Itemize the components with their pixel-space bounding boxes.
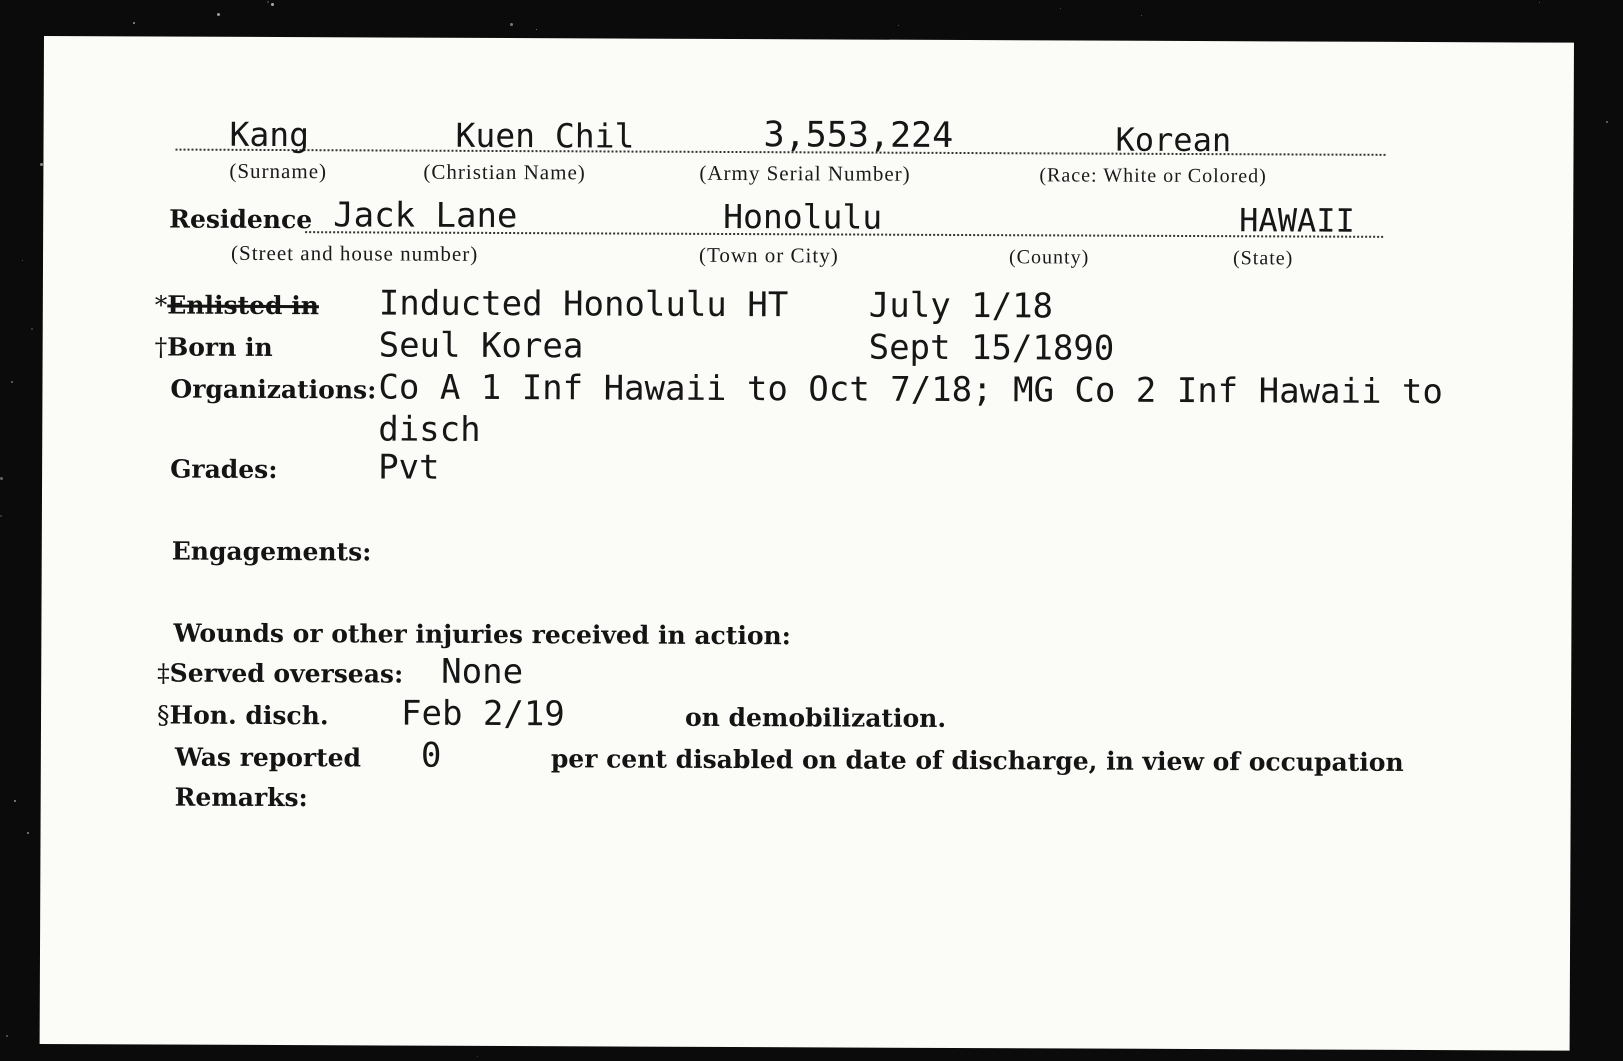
street-caption: (Street and house number) bbox=[231, 240, 479, 266]
town-value: Honolulu bbox=[723, 196, 883, 237]
enlisted-place-value: Inducted Honolulu HT bbox=[378, 283, 789, 326]
wounds-label: Wounds or other injuries received in action: bbox=[173, 618, 792, 651]
noise-speck bbox=[14, 800, 16, 802]
service-record-card bbox=[40, 36, 1574, 1051]
grades-label: Grades: bbox=[170, 454, 278, 485]
noise-speck bbox=[31, 328, 33, 330]
serial-number-value: 3,553,224 bbox=[763, 115, 954, 156]
enlisted-label-text: Enlisted in bbox=[167, 290, 320, 321]
county-caption: (County) bbox=[1008, 246, 1090, 269]
hon-disch-suffix: on demobilization. bbox=[684, 702, 947, 733]
state-caption: (State) bbox=[1232, 247, 1294, 270]
christian-name-value: Kuen Chil bbox=[455, 115, 635, 156]
enlisted-footnote-mark: * bbox=[154, 290, 168, 320]
christian-name-caption: (Christian Name) bbox=[423, 159, 586, 185]
noise-speck bbox=[6, 1035, 8, 1037]
hon-disch-label-text: Hon. disch. bbox=[169, 700, 329, 731]
noise-speck bbox=[11, 381, 13, 383]
disability-suffix: per cent disabled on date of discharge, in view of occupation bbox=[550, 744, 1404, 777]
organizations-value-line1: Co A 1 Inf Hawaii to Oct 7/18; MG Co 2 Inf Hawaii to bbox=[378, 367, 1443, 413]
noise-speck bbox=[1606, 121, 1608, 123]
state-value: HAWAII bbox=[1239, 201, 1355, 240]
noise-speck bbox=[133, 22, 135, 24]
residence-label: Residence bbox=[169, 204, 313, 235]
serial-number-caption: (Army Serial Number) bbox=[699, 160, 911, 186]
was-reported-label: Was reported bbox=[174, 742, 362, 773]
organizations-label: Organizations: bbox=[170, 374, 377, 405]
race-caption: (Race: White or Colored) bbox=[1039, 164, 1267, 188]
noise-speck bbox=[477, 1056, 478, 1057]
town-caption: (Town or City) bbox=[698, 242, 839, 268]
enlisted-label bbox=[155, 290, 319, 320]
born-footnote-mark: † bbox=[154, 332, 168, 362]
noise-speck bbox=[898, 25, 899, 26]
noise-speck bbox=[0, 515, 2, 517]
born-date-value: Sept 15/1890 bbox=[868, 327, 1115, 369]
noise-speck bbox=[267, 1, 269, 3]
born-label bbox=[155, 332, 273, 362]
born-place-value: Seul Korea bbox=[378, 325, 584, 367]
race-value: Korean bbox=[1115, 120, 1232, 160]
noise-speck bbox=[1060, 8, 1061, 9]
noise-speck bbox=[0, 477, 3, 480]
noise-speck bbox=[22, 260, 23, 261]
surname-caption: (Surname) bbox=[229, 158, 328, 184]
disability-percent-value: 0 bbox=[420, 735, 442, 776]
noise-speck bbox=[510, 23, 513, 26]
served-overseas-label bbox=[157, 659, 403, 689]
noise-speck bbox=[27, 832, 29, 834]
remarks-label: Remarks: bbox=[174, 782, 308, 813]
surname-value: Kang bbox=[229, 114, 310, 155]
noise-speck bbox=[536, 29, 537, 30]
noise-speck bbox=[1539, 2, 1540, 3]
hon-disch-footnote-mark: § bbox=[156, 700, 170, 730]
engagements-label: Engagements: bbox=[171, 536, 372, 567]
noise-speck bbox=[40, 163, 43, 166]
hon-disch-date-value: Feb 2/19 bbox=[400, 693, 565, 735]
born-label-text: Born in bbox=[167, 332, 273, 363]
noise-speck bbox=[1141, 15, 1142, 16]
noise-speck bbox=[271, 3, 274, 6]
grades-value: Pvt bbox=[378, 447, 440, 488]
enlisted-date-value: July 1/18 bbox=[868, 285, 1054, 327]
served-overseas-footnote-mark: ‡ bbox=[157, 658, 170, 688]
noise-speck bbox=[217, 13, 220, 16]
organizations-value-line2: disch bbox=[378, 409, 481, 450]
hon-disch-label bbox=[157, 700, 329, 730]
street-value: Jack Lane bbox=[333, 195, 518, 237]
served-overseas-label-text: Served overseas: bbox=[169, 658, 404, 689]
served-overseas-value: None bbox=[441, 651, 524, 693]
